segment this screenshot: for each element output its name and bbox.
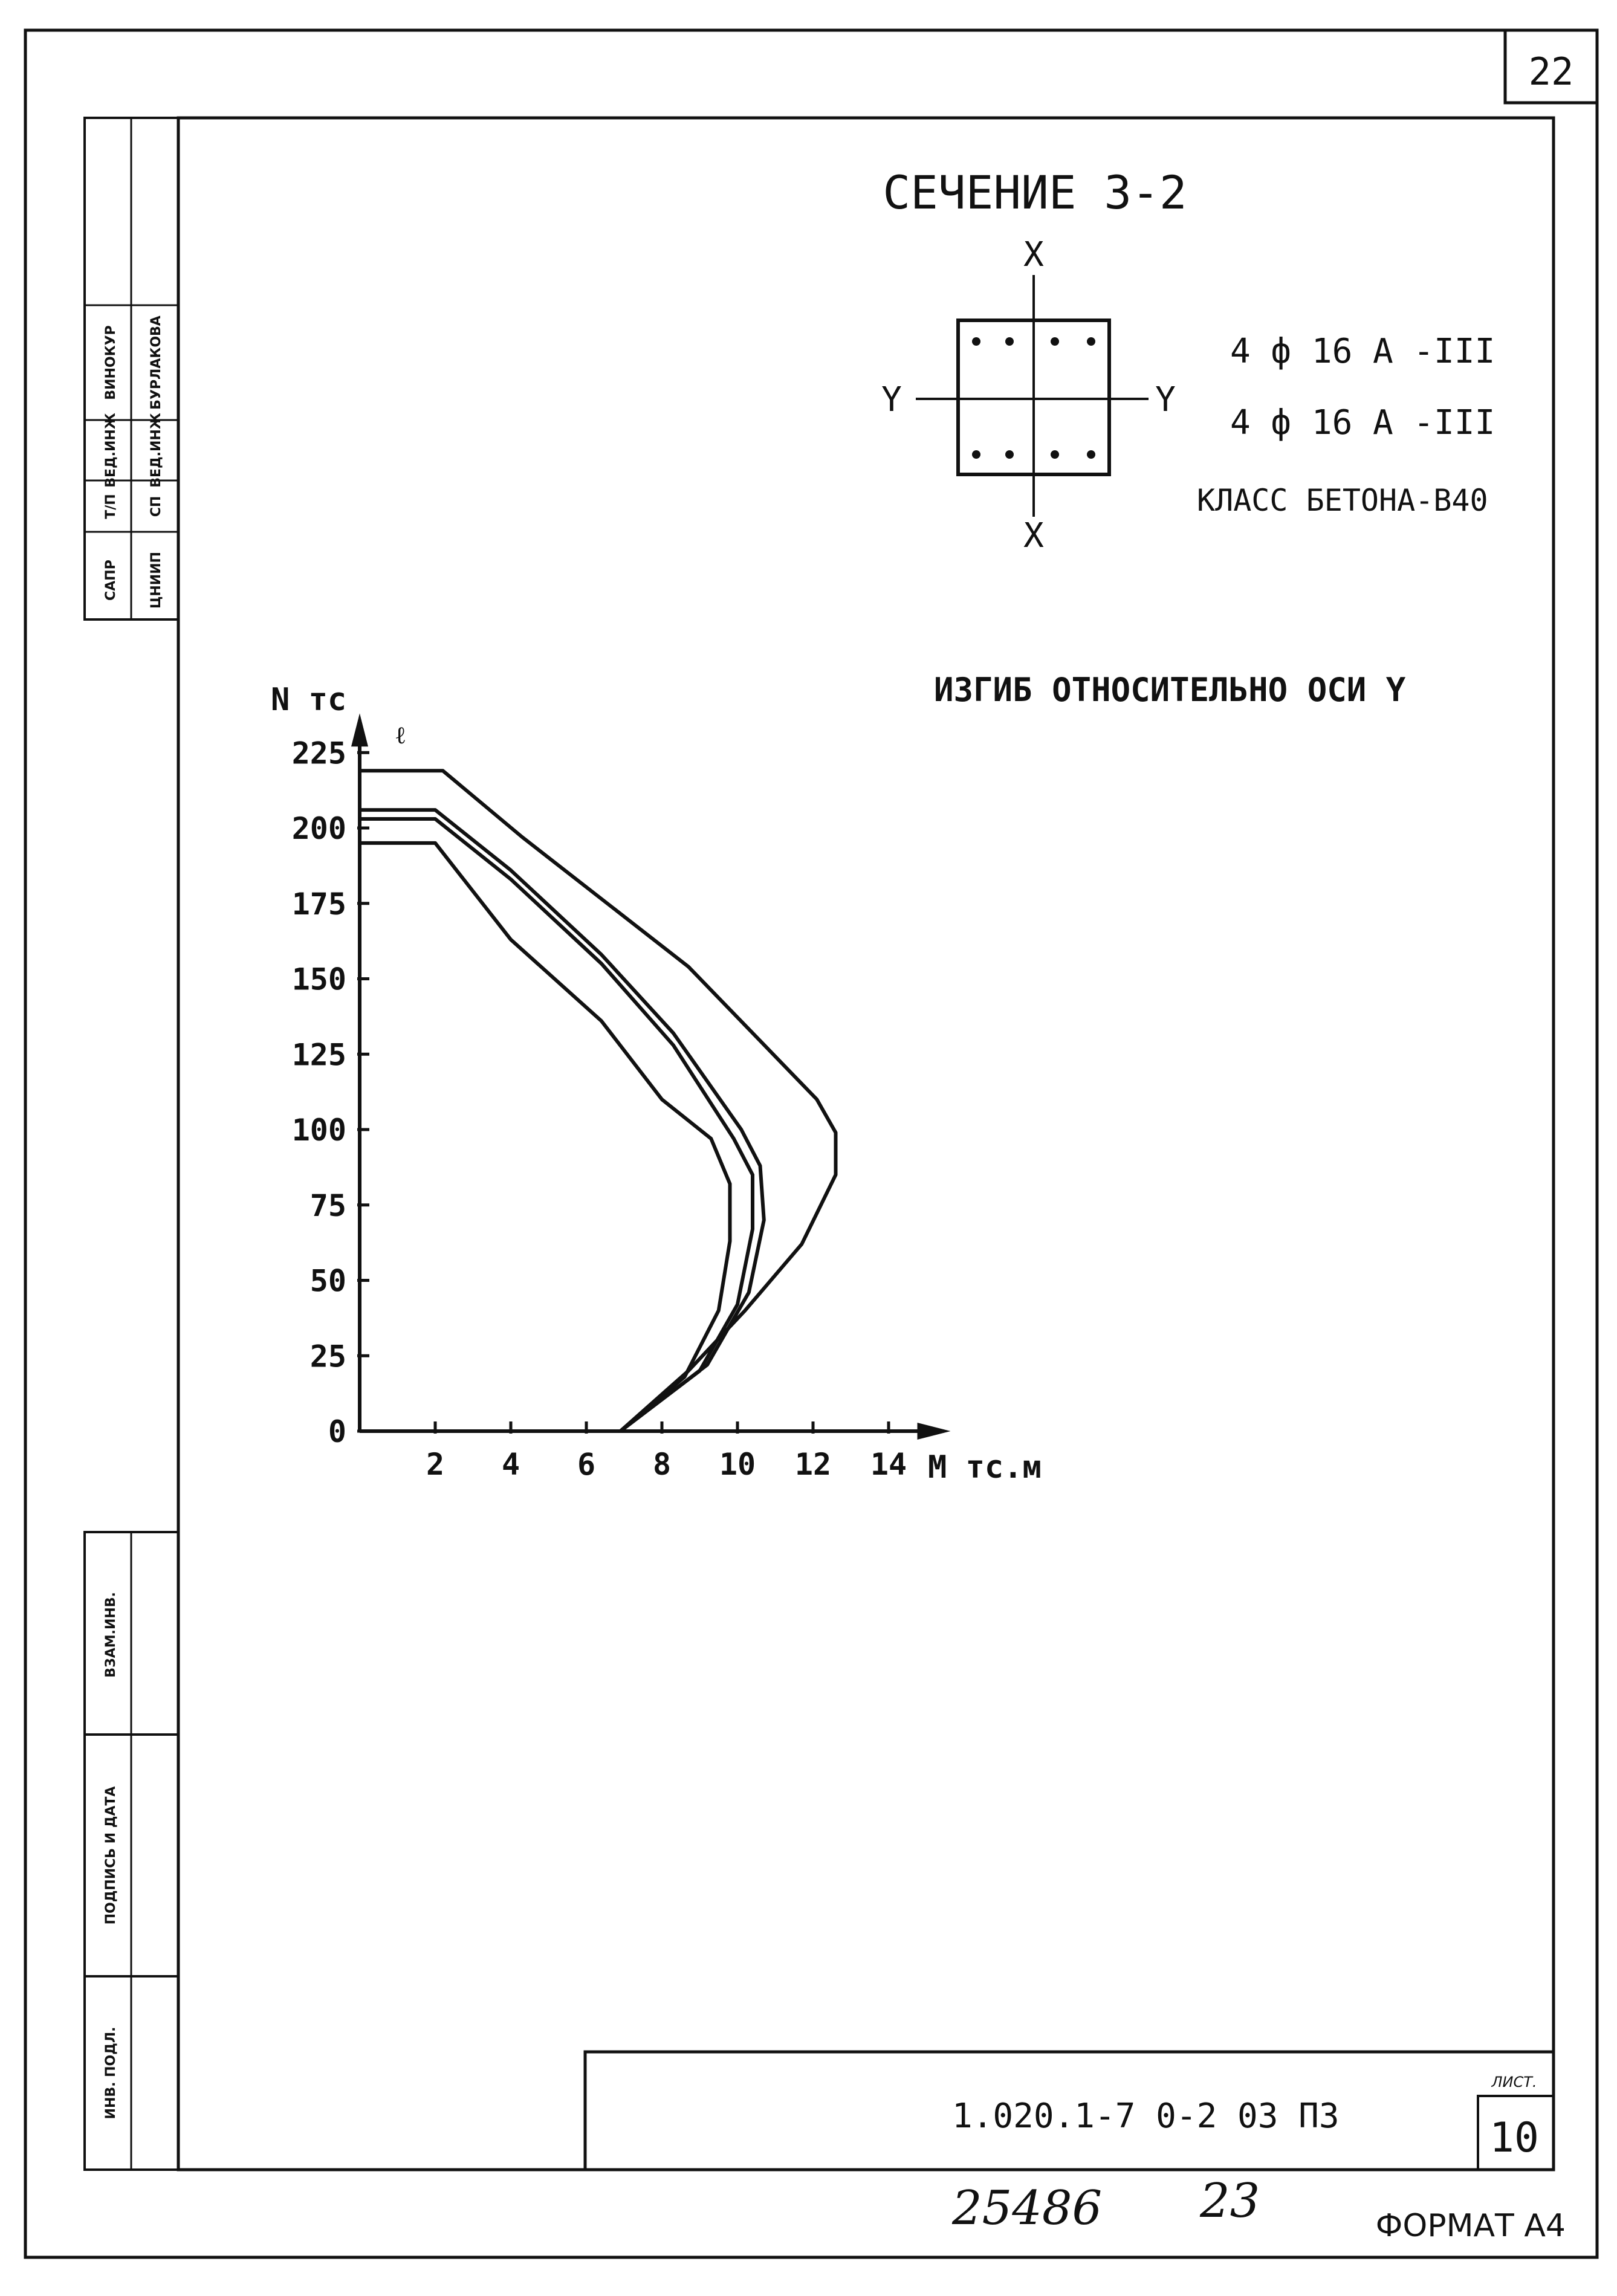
- x-axis-label: М тс.м: [928, 1449, 1042, 1486]
- concrete-class: КЛАСС БЕТОНА-В40: [1197, 483, 1488, 518]
- doc-code: 1.020.1-7 0-2 03 ПЗ: [952, 2097, 1340, 2136]
- x-tick-label: 4: [501, 1447, 520, 1482]
- stamp-r1-c2: Т/П: [103, 494, 118, 519]
- left-stamp: [85, 118, 178, 619]
- stamp-r2-c4: БУРЛАКОВА: [149, 315, 164, 410]
- stamp-r1-c4: ВИНОКУР: [103, 325, 118, 400]
- bending-label: ИЗГИБ ОТНОСИТЕЛЬНО ОСИ Y: [934, 671, 1406, 709]
- curve-marker: ℓ: [395, 722, 407, 749]
- x-tick-label: 14: [870, 1447, 907, 1482]
- y-tick-label: 150: [291, 962, 346, 997]
- field-vzam-inv: ВЗАМ.ИНВ.: [103, 1592, 118, 1678]
- reinforcement-top: 4 ф 16 А -III: [1230, 332, 1495, 371]
- stamp-r2-c1: ЦНИИП: [149, 551, 164, 609]
- x-axis-arrow: [918, 1423, 951, 1440]
- axis-y-right-label: Y: [1155, 380, 1176, 419]
- side-fields: [85, 1532, 178, 2170]
- field-inv-podl: ИНВ. ПОДЛ.: [103, 2026, 118, 2120]
- stamp-r1-c3: ВЕД.ИНЖ: [103, 413, 118, 488]
- handwritten-number: 25486: [952, 2181, 1103, 2236]
- y-tick-label: 100: [291, 1113, 346, 1148]
- axis-x-top-label: X: [1023, 235, 1044, 274]
- page-number: 22: [1528, 50, 1574, 94]
- series-line-1: [360, 771, 836, 1431]
- x-tick-label: 2: [426, 1447, 445, 1482]
- field-podpis-data: ПОДПИСЬ И ДАТА: [103, 1786, 118, 1925]
- y-tick-label: 175: [291, 886, 346, 922]
- format-label: ФОРМАТ А4: [1375, 2208, 1566, 2244]
- reinforcement-bottom: 4 ф 16 А -III: [1230, 403, 1495, 442]
- x-tick-label: 8: [652, 1447, 672, 1482]
- x-tick-label: 12: [794, 1447, 832, 1482]
- x-tick-label: 10: [719, 1447, 756, 1482]
- stamp-r2-c2: СП: [149, 496, 164, 517]
- axis-y-left-label: Y: [881, 380, 902, 419]
- y-tick-label: 75: [309, 1188, 346, 1223]
- title-block: [585, 2052, 1554, 2170]
- y-axis-label: N тс: [271, 682, 347, 718]
- series-line-4: [360, 843, 730, 1431]
- handwritten-number-2: 23: [1200, 2174, 1260, 2228]
- cross-section: [881, 235, 1176, 555]
- y-axis-arrow: [351, 713, 368, 746]
- y-tick-label: 225: [291, 736, 346, 771]
- interaction-diagram: [271, 682, 1042, 1486]
- axis-x-bottom-label: X: [1023, 516, 1044, 555]
- stamp-r2-c3: ВЕД.ИНЖ: [149, 413, 164, 488]
- stamp-r1-c1: САПР: [103, 560, 118, 601]
- y-tick-label: 0: [328, 1414, 346, 1449]
- y-tick-label: 50: [309, 1263, 346, 1299]
- y-tick-label: 25: [309, 1339, 346, 1374]
- y-tick-label: 200: [291, 811, 346, 846]
- sheet-label: ЛИСТ.: [1491, 2074, 1537, 2091]
- section-title: СЕЧЕНИЕ 3-2: [883, 166, 1187, 219]
- y-tick-label: 125: [291, 1037, 346, 1073]
- x-tick-label: 6: [577, 1447, 596, 1482]
- sheet-number: 10: [1489, 2114, 1539, 2162]
